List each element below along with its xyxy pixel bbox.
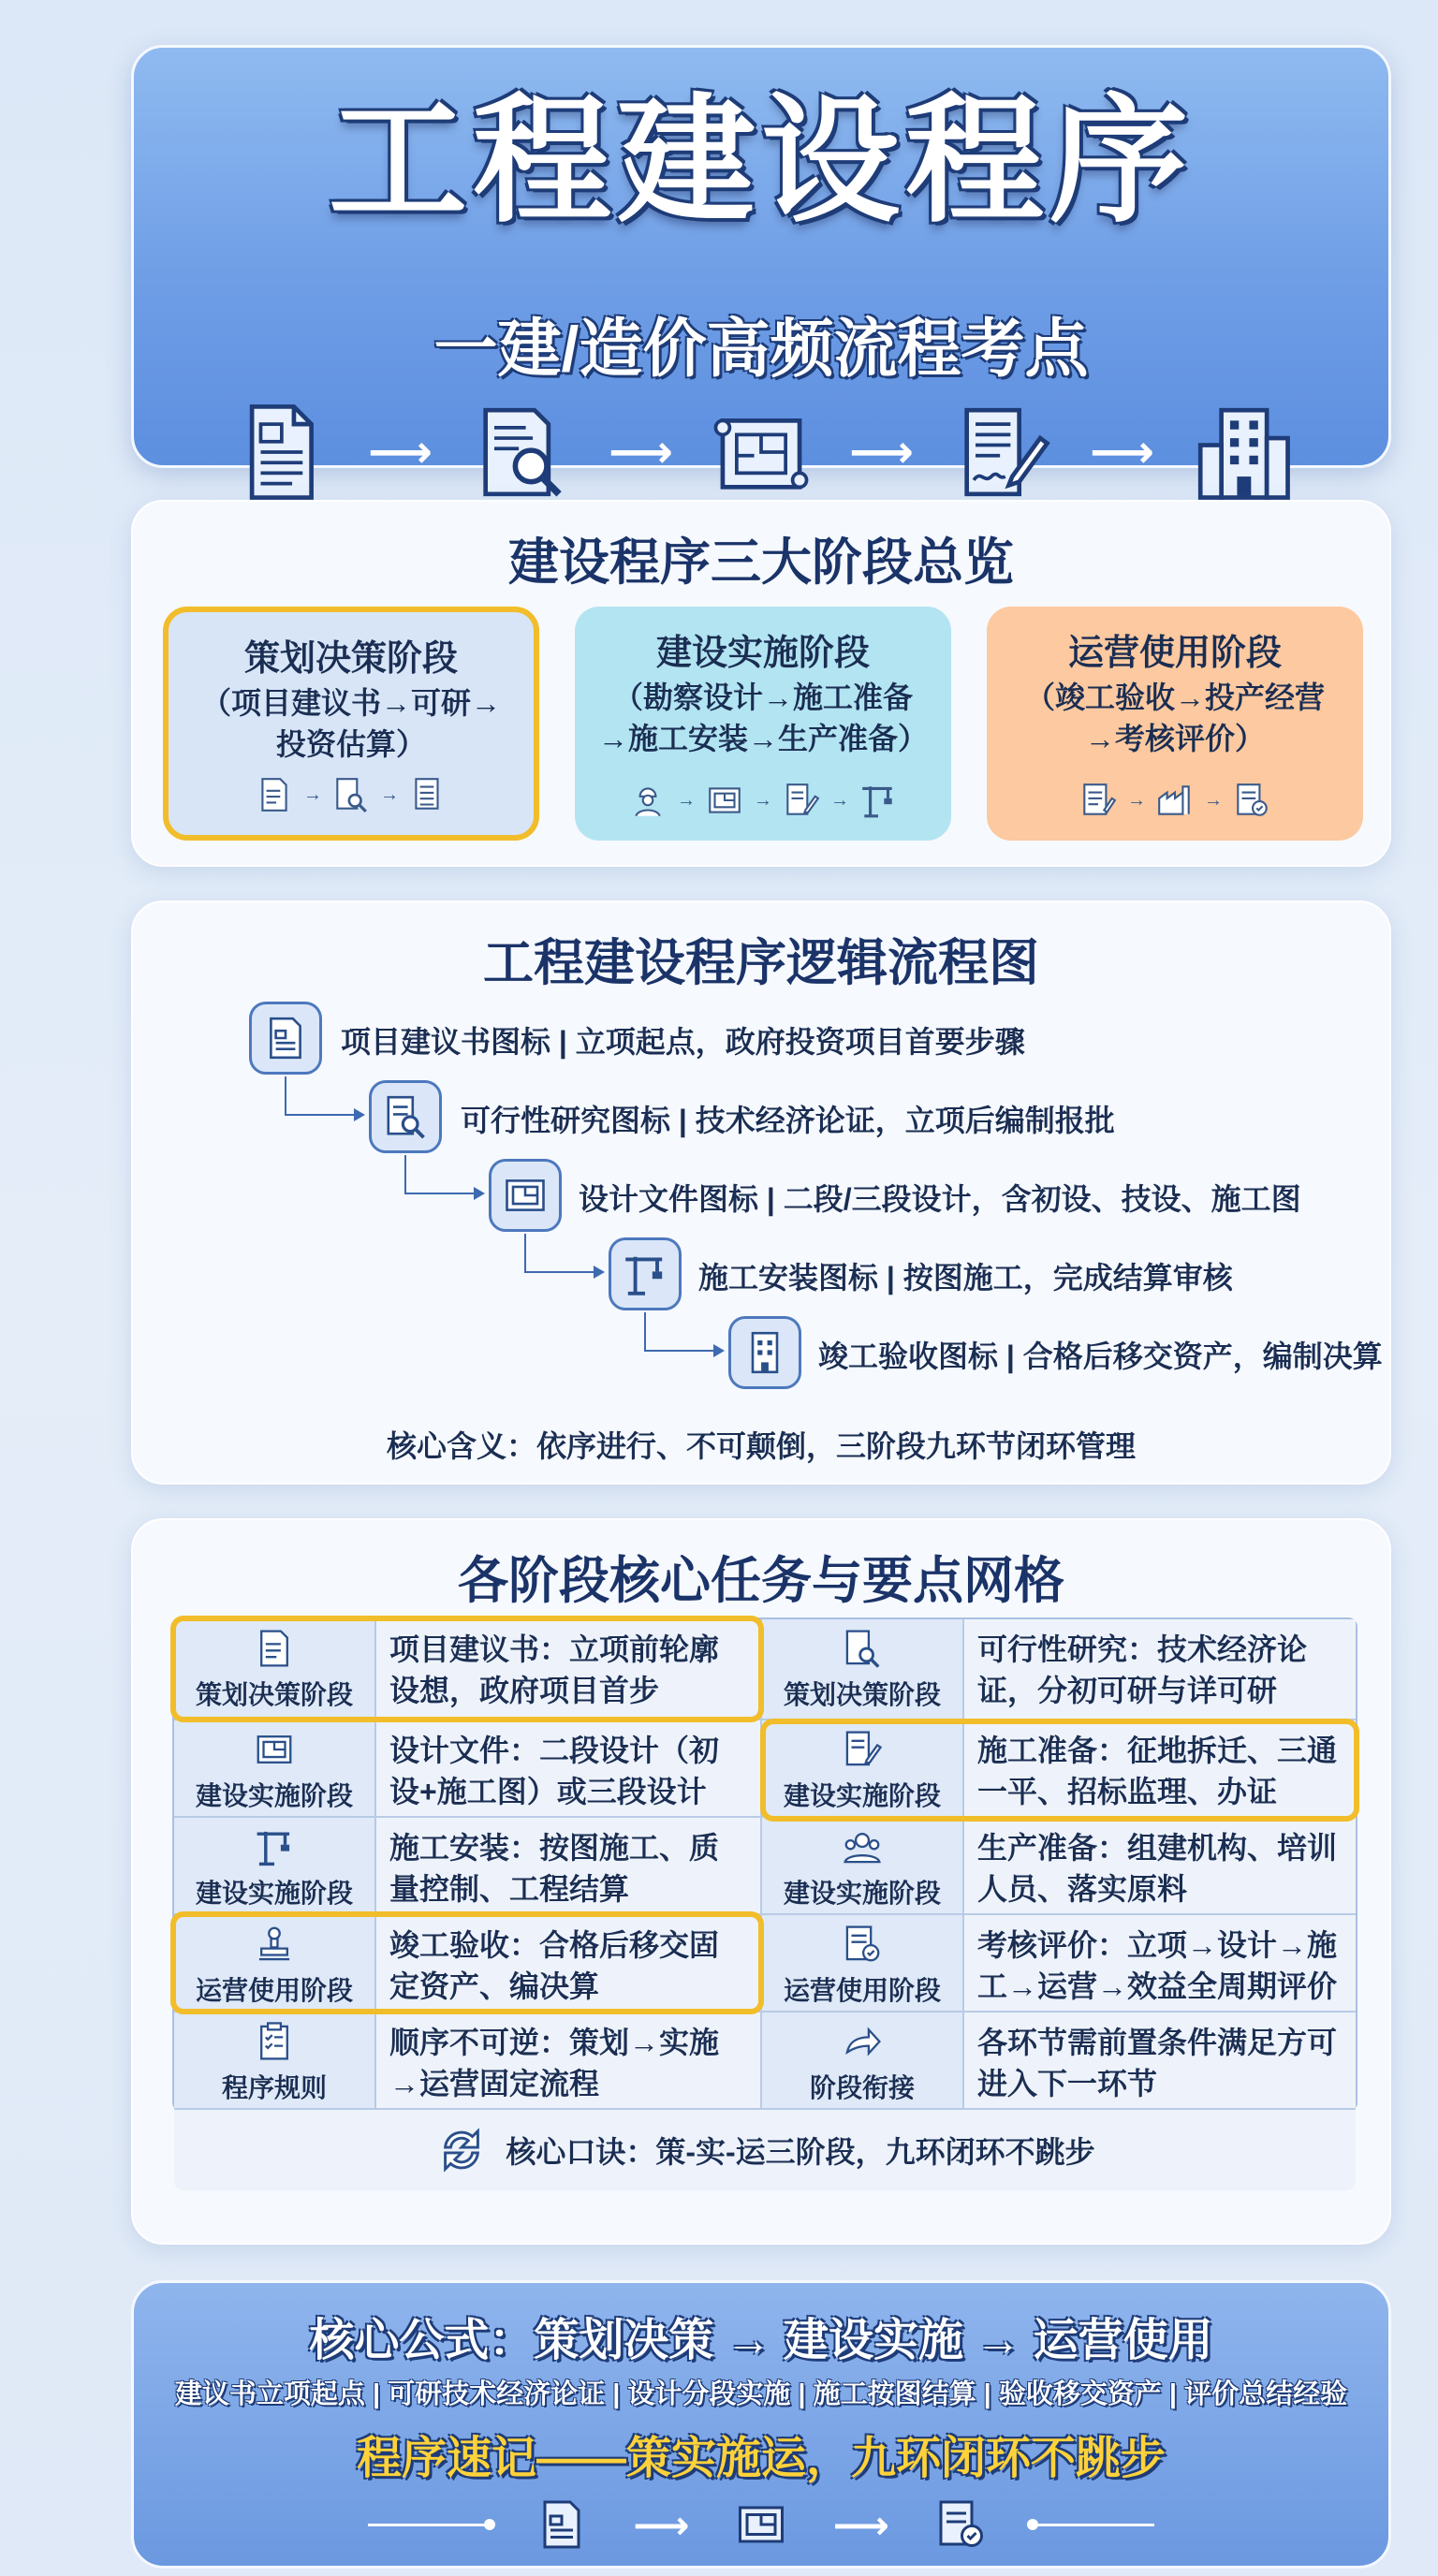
grid-label-cell — [174, 1818, 376, 1915]
magnifier-document-icon — [331, 775, 371, 814]
flow-step-icon — [249, 1002, 322, 1075]
grid-text-cell: 施工安装：按图施工、质量控制、工程结算 — [376, 1818, 762, 1915]
decor-line — [1033, 2524, 1154, 2526]
grid-text-cell: 项目建议书：立项前轮廓设想，政府项目首步 — [376, 1619, 762, 1720]
arrow-icon: → — [677, 789, 696, 811]
logic-flow-card — [131, 900, 1391, 1485]
document-icon — [255, 775, 294, 814]
task-grid — [172, 1617, 1357, 2169]
stage-title: 策划决策阶段 — [243, 639, 458, 679]
grid-title: 各阶段核心任务与要点网格 — [458, 1553, 1064, 1609]
stage-desc: 投资估算） — [275, 727, 426, 761]
magnifier-document-icon — [381, 1092, 430, 1141]
stage-label: 运营使用阶段 — [783, 1976, 941, 2005]
flow-connector — [524, 1234, 603, 1273]
arrow-icon: → — [830, 789, 849, 811]
stage-icons — [987, 781, 1363, 820]
signing-contract-icon — [782, 781, 821, 820]
flow-connector — [404, 1155, 483, 1194]
grid-text-cell: 施工准备：征地拆迁、三通一平、招标监理、办证 — [964, 1720, 1356, 1818]
document-icon — [534, 2496, 590, 2553]
grid-text-cell: 生产准备：组建机构、培训人员、落实原料 — [964, 1818, 1356, 1915]
arrow-icon: → — [1127, 789, 1146, 811]
stage-icons — [169, 775, 534, 814]
flow-step-text: 施工安装图标 | 按图施工，完成结算审核 — [698, 1261, 1233, 1295]
flow-step-text: 竣工验收图标 | 合格后移交资产，编制决算 — [818, 1339, 1383, 1373]
document-icon — [227, 400, 332, 505]
grid-label-cell — [762, 1915, 964, 2012]
crane-icon — [253, 1825, 296, 1868]
blueprint-icon — [709, 400, 814, 505]
arrow-right-icon: ⟶ — [633, 2502, 690, 2547]
inspection-report-icon — [932, 2496, 989, 2553]
ledger-icon — [408, 775, 448, 814]
overview-title: 建设程序三大阶段总览 — [508, 534, 1014, 591]
report-icon — [1232, 781, 1271, 820]
building-icon — [1190, 400, 1295, 505]
blueprint-icon — [253, 1728, 296, 1771]
stage-desc: （勘察设计→施工准备 — [612, 681, 913, 714]
stage-title: 运营使用阶段 — [1067, 634, 1282, 673]
stage-label: 建设实施阶段 — [783, 1879, 941, 1908]
flow-step-text: 可行性研究图标 | 技术经济论证，立项后编制报批 — [461, 1104, 1115, 1137]
arrow-icon: → — [303, 783, 322, 805]
decor-line — [368, 2524, 490, 2526]
grid-text-cell: 竣工验收：合格后移交固定资产、编决算 — [376, 1915, 762, 2012]
arrow-right-icon: ⟶ — [849, 428, 914, 477]
team-icon — [841, 1825, 884, 1868]
arrow-icon: → — [754, 789, 772, 811]
stage-label: 建设实施阶段 — [783, 1781, 941, 1810]
forward-arrow-icon — [841, 2020, 884, 2063]
mnemonic-line: 程序速记——策实施运，九环闭环不跳步 — [356, 2434, 1166, 2483]
stage-desc: →考核评价） — [1084, 722, 1265, 755]
grid-label-cell — [174, 2012, 376, 2110]
footer-icons — [368, 2491, 1154, 2558]
blueprint-icon — [501, 1171, 550, 1220]
flow-connector — [285, 1076, 363, 1116]
motto-text: 核心口诀：策-实-运三阶段，九环闭环不跳步 — [506, 2135, 1095, 2169]
grid-label-cell — [762, 1818, 964, 1915]
flow-step-icon — [728, 1316, 801, 1389]
clipboard-icon — [253, 2020, 296, 2063]
arrow-right-icon: ⟶ — [368, 428, 433, 477]
building-icon — [741, 1328, 789, 1377]
flow-step-icon — [489, 1159, 562, 1232]
crane-icon — [858, 781, 898, 820]
cycle-icon — [434, 2123, 489, 2177]
stage-planning — [163, 607, 539, 841]
grid-label-cell — [762, 2012, 964, 2110]
flow-core-meaning: 核心含义：依序进行、不可颠倒，三阶段九环节闭环管理 — [386, 1429, 1136, 1463]
stage-desc: →施工安装→生产准备） — [597, 722, 928, 755]
flow-step-icon — [609, 1237, 682, 1310]
grid-text-cell: 顺序不可逆：策划→实施→运营固定流程 — [376, 2012, 762, 2110]
stage-label: 建设实施阶段 — [195, 1781, 353, 1810]
arrow-icon: → — [1204, 789, 1223, 811]
stage-operation — [987, 607, 1363, 841]
arrow-right-icon: ⟶ — [1090, 428, 1154, 477]
magnifier-document-icon — [841, 1627, 884, 1670]
signing-contract-icon — [949, 400, 1054, 505]
flow-step-text: 设计文件图标 | 二段/三段设计，含初设、技设、施工图 — [579, 1182, 1301, 1216]
report-check-icon — [841, 1923, 884, 1966]
blueprint-icon — [733, 2496, 789, 2553]
arrow-icon: → — [380, 783, 399, 805]
grid-label-cell — [762, 1619, 964, 1720]
stage-overview-card — [131, 500, 1391, 867]
stage-label: 阶段衔接 — [809, 2073, 915, 2102]
page-title: 工程建设程序 — [329, 84, 1194, 239]
page-subtitle: 一建/造价高频流程考点 — [433, 314, 1089, 385]
flow-connector — [644, 1312, 723, 1352]
stage-icons — [575, 781, 951, 820]
grid-text-cell: 设计文件：二段设计（初设+施工图）或三段设计 — [376, 1720, 762, 1818]
stage-label: 程序规则 — [221, 2073, 327, 2102]
stage-implementation — [575, 607, 951, 841]
factory-icon — [1155, 781, 1195, 820]
grid-label-cell — [174, 1720, 376, 1818]
stage-title: 建设实施阶段 — [655, 634, 870, 673]
highlight-frame — [170, 1616, 764, 1722]
highlight-frame — [170, 1911, 764, 2014]
stage-desc: （项目建议书→可研→ — [200, 686, 501, 720]
arrow-right-icon: ⟶ — [832, 2502, 889, 2547]
grid-text-cell: 考核评价：立项→设计→施工→运营→效益全周期评价 — [964, 1915, 1356, 2012]
stage-label: 策划决策阶段 — [783, 1680, 941, 1709]
core-motto — [174, 2110, 1356, 2190]
magnifier-document-icon — [468, 400, 573, 505]
document-icon — [261, 1014, 310, 1062]
flow-step-text: 项目建议书图标 | 立项起点，政府投资项目首要步骤 — [341, 1025, 1025, 1059]
arrow-right-icon: ⟶ — [609, 428, 673, 477]
highlight-frame — [760, 1719, 1359, 1822]
blueprint-icon — [705, 781, 744, 820]
grid-text-cell: 可行性研究：技术经济论证，分初可研与详可研 — [964, 1619, 1356, 1720]
checklist-icon — [1078, 781, 1118, 820]
worker-icon — [628, 781, 668, 820]
stage-label: 建设实施阶段 — [195, 1879, 353, 1908]
stage-desc: （竣工验收→投产经营 — [1024, 681, 1325, 714]
crane-icon — [621, 1250, 669, 1298]
grid-text-cell: 各环节需前置条件满足方可进入下一环节 — [964, 2012, 1356, 2110]
hero-process-icons — [227, 396, 1295, 508]
core-formula: 核心公式：策划决策 → 建设实施 → 运营使用 — [309, 2316, 1213, 2365]
hero-banner — [131, 45, 1391, 477]
footer-banner — [131, 2280, 1391, 2569]
flow-title: 工程建设程序逻辑流程图 — [483, 935, 1039, 991]
task-grid-card — [131, 1518, 1391, 2245]
stage-label: 策划决策阶段 — [195, 1680, 353, 1709]
stage-label: 运营使用阶段 — [195, 1976, 353, 2005]
summary-line: 建议书立项起点 | 可研技术经济论证 | 设计分段实施 | 施工按图结算 | 验收移交资产 | 评价总结经验 — [174, 2379, 1348, 2409]
flow-step-icon — [369, 1080, 442, 1153]
